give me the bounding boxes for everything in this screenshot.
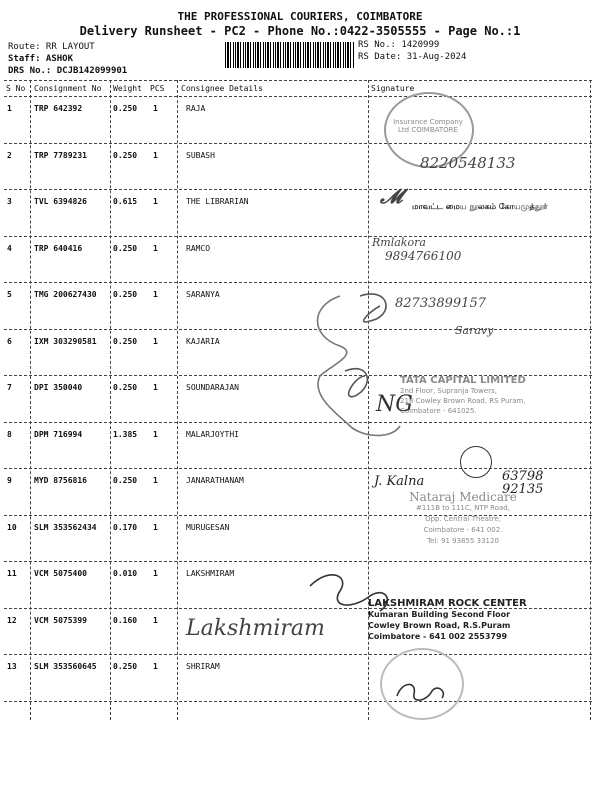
shriram-signature (392, 676, 452, 706)
route-label: Route: RR LAYOUT (8, 42, 95, 52)
row-pcs: 1 (153, 150, 158, 160)
row-weight: 0.170 (113, 522, 138, 532)
signature-mark: 𝓜 (380, 184, 403, 208)
signature-mark: NG (376, 392, 413, 417)
row-consignment-no: SLM 353560645 (34, 662, 97, 671)
row-consignment-no: TRP 7789231 (34, 150, 87, 160)
row-consignee: LAKSHMIRAM (186, 569, 235, 578)
row-pcs: 1 (153, 476, 158, 485)
row-consignee: SHRIRAM (186, 662, 220, 671)
row12-handwritten-name: Lakshmiram (186, 616, 325, 641)
row-sno: 8 (7, 429, 12, 439)
row-consignment-no: IXM 303290581 (34, 336, 97, 346)
table-header-rule (4, 96, 592, 97)
row-divider (4, 143, 592, 144)
col-weight-header: Weight (113, 84, 142, 93)
row-weight: 0.250 (113, 150, 138, 160)
row-pcs: 1 (153, 615, 158, 625)
row-weight: 0.250 (113, 662, 138, 671)
saranya-phone-note: 82733899157 (395, 296, 486, 311)
row-weight: 0.250 (113, 290, 138, 299)
row-pcs: 1 (153, 336, 158, 346)
row-sno: 9 (7, 476, 12, 485)
row-weight: 0.615 (113, 197, 138, 206)
row-sno: 2 (7, 150, 12, 160)
col-consignment-header: Consignment No (34, 84, 102, 93)
drs-number: DRS No.: DCJB142099901 (8, 66, 128, 76)
row-pcs: 1 (153, 569, 158, 578)
row-consignee: SARANYA (186, 290, 220, 299)
barcode (225, 42, 355, 68)
row-pcs: 1 (153, 429, 158, 439)
row-pcs: 1 (153, 383, 158, 392)
janarathanam-phone-note: 63798 92135 (502, 469, 544, 497)
row-weight: 0.250 (113, 336, 138, 346)
library-stamp: மாவட்ட மைய நூலகம் கோயமுத்தூர் (412, 202, 548, 211)
row-weight: 0.250 (113, 383, 138, 392)
nataraj-stamp-line: Opp. Central Theatre, (425, 515, 501, 523)
staff-label: Staff: ASHOK (8, 54, 74, 64)
row-consignment-no: VCM 5075399 (34, 615, 87, 625)
ramco-phone-note: 9894766100 (385, 249, 462, 263)
nataraj-stamp-line: #111B to 111C, NTP Road, (416, 504, 510, 512)
lakshmiram-stamp-line: Cowley Brown Road, R.S.Puram (368, 621, 511, 630)
tata-stamp-line: TATA CAPITAL LIMITED (400, 375, 526, 386)
circle-mark (460, 446, 492, 478)
column-divider (110, 80, 111, 720)
row-consignment-no: MYD 8756816 (34, 476, 87, 485)
row-sno: 1 (7, 104, 12, 113)
row-weight: 0.250 (113, 104, 138, 113)
row-pcs: 1 (153, 104, 158, 113)
ramco-signature: Rmlakora (372, 236, 426, 249)
janarathanam-signature: J. Kalna (374, 474, 425, 489)
insurance-stamp-text: Insurance Company Ltd COIMBATORE (393, 118, 463, 134)
lakshmiram-stamp-line: LAKSHMIRAM ROCK CENTER (368, 598, 527, 609)
row-sno: 5 (7, 290, 12, 299)
sheet-title: Delivery Runsheet - PC2 - Phone No.:0422-3505555 - Page No.:1 (79, 24, 521, 38)
row-pcs: 1 (153, 290, 158, 299)
row-consignee: SOUNDARAJAN (186, 383, 239, 392)
row-consignment-no: TRP 640416 (34, 243, 83, 253)
row-consignee: THE LIBRARIAN (186, 197, 249, 206)
row-consignee: RAMCO (186, 243, 211, 253)
row-weight: 0.250 (113, 476, 138, 485)
nataraj-stamp-line: Nataraj Medicare (409, 490, 517, 504)
subash-phone-note: 8220548133 (420, 154, 516, 172)
rs-date: RS Date: 31-Aug-2024 (358, 52, 467, 62)
tata-stamp-line: 2nd Floor, Supranja Towers, (400, 387, 497, 395)
lakshmiram-stamp (368, 598, 578, 642)
row-divider (4, 236, 592, 237)
row-pcs: 1 (153, 522, 158, 532)
column-divider (590, 80, 591, 720)
lakshmiram-stamp-line: Kumaran Building Second Floor (368, 610, 511, 619)
row-sno: 10 (7, 522, 17, 532)
row-consignee: MALARJOYTHI (186, 429, 239, 439)
row-consignment-no: TRP 642392 (34, 104, 83, 113)
row-weight: 0.010 (113, 569, 138, 578)
column-divider (177, 80, 178, 720)
row-weight: 0.250 (113, 243, 138, 253)
row-consignee: MURUGESAN (186, 522, 230, 532)
row-consignment-no: TMG 200627430 (34, 290, 97, 299)
col-sno-header: S No (6, 84, 26, 93)
row-weight: 0.160 (113, 615, 138, 625)
row-divider (4, 561, 592, 562)
row-sno: 7 (7, 383, 12, 392)
tata-stamp-line: 218 Cowley Brown Road, RS Puram, (400, 397, 526, 405)
row-sno: 6 (7, 336, 12, 346)
nataraj-stamp-line: Coimbatore - 641 002. (423, 526, 503, 534)
row-consignment-no: DPM 716994 (34, 429, 83, 439)
row-consignee: RAJA (186, 104, 206, 113)
table-top-rule (4, 80, 592, 81)
row-consignee: KAJARIA (186, 336, 220, 346)
rs-number: RS No.: 1420999 (358, 40, 440, 50)
row-weight: 1.385 (113, 429, 138, 439)
tata-capital-stamp (400, 376, 570, 416)
row-divider (4, 654, 592, 655)
row-sno: 11 (7, 569, 17, 578)
col-pcs-header: PCS (150, 84, 165, 93)
row-pcs: 1 (153, 197, 158, 206)
nataraj-medicare-stamp (398, 492, 528, 547)
row-consignee: SUBASH (186, 150, 215, 160)
row-pcs: 1 (153, 662, 158, 671)
row-pcs: 1 (153, 243, 158, 253)
company-name: THE PROFESSIONAL COURIERS, COIMBATORE (177, 10, 423, 23)
row-consignment-no: SLM 353562434 (34, 522, 97, 532)
row-sno: 4 (7, 243, 12, 253)
row-consignment-no: TVL 6394826 (34, 197, 87, 206)
column-divider (30, 80, 31, 720)
row-consignment-no: VCM 5075400 (34, 569, 87, 578)
col-signature-header: Signature (371, 84, 415, 93)
saranya-signature: Saravy (455, 324, 494, 337)
tata-stamp-line: Coimbatore - 641025. (400, 407, 477, 415)
row-sno: 12 (7, 615, 17, 625)
col-consignee-header: Consignee Details (181, 84, 263, 93)
row-consignment-no: DPI 350040 (34, 383, 83, 392)
row-consignee: JANARATHANAM (186, 476, 244, 485)
nataraj-stamp-line: Tel: 91 93855 33120 (427, 537, 499, 545)
row-sno: 3 (7, 197, 12, 206)
row-divider (4, 701, 592, 702)
lakshmiram-stamp-line: Coimbatore - 641 002 2553799 (368, 632, 508, 641)
row-divider (4, 189, 592, 190)
row-sno: 13 (7, 662, 17, 671)
